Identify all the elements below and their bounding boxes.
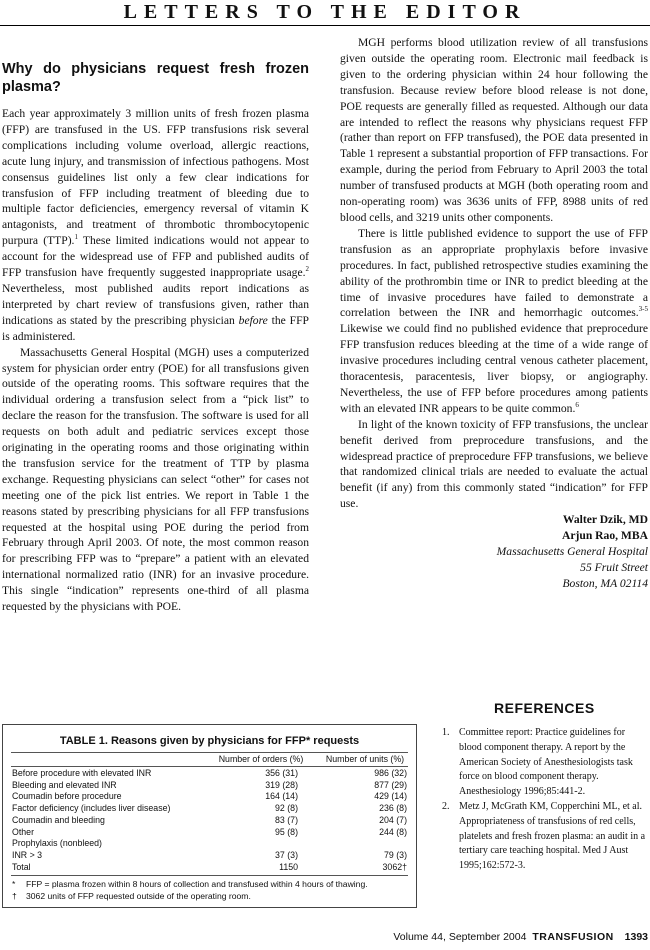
row-label: Total bbox=[12, 861, 31, 872]
p1-emphasis: before bbox=[238, 313, 268, 327]
table-row bbox=[12, 838, 409, 850]
row-label: Coumadin and bleeding bbox=[12, 814, 105, 825]
table-bottom-rule bbox=[11, 875, 408, 876]
references-list bbox=[442, 726, 650, 874]
table-row bbox=[12, 862, 409, 874]
table-row bbox=[12, 780, 409, 792]
table-footnote-2 bbox=[12, 890, 412, 902]
paragraph-3: MGH performs blood utilization review of all transfusions given outside the operating room. Electronic mail feedback is given to the ordering physician within 24 hour following the transfusion. Because review before blood release is not done, POE requests are generally filled as requested. Although our data are intended to reflect the reasons why physicians request FFP (rather than report on FFP transfused), the POE data presented in Table 1 represent a substantial proportion of FFP transactions. For example, during the period from February to April 2003 the total number of transfused products at MGH (both operating room and non-operating room) was 3636 units of FFP, 8988 units of red blood cells, and 3219 units other components. bbox=[340, 36, 648, 224]
row-label: Before procedure with elevated INR bbox=[12, 768, 152, 778]
table-top-rule bbox=[11, 752, 408, 753]
orders-cell: 164 (14) bbox=[265, 791, 298, 802]
right-column bbox=[340, 35, 648, 592]
row-label: Coumadin before procedure bbox=[12, 791, 122, 802]
p1-text-a: Each year approximately 3 million units of fresh frozen plasma (FFP) are transfused in the US. FFP transfusions risk several complications including volume overload, allergic reactions, acute lung injury, and transmission of infectious pathogens. Most consensus guidelines list only a few clear indications for transfusion of FFP including treatment of bleeding due to multiple factor deficiencies, emergency reversal of vitamin K antagonists, and treatment of thrombotic thrombocytopenic purpura (TTP). bbox=[2, 107, 309, 248]
table-title: TABLE 1. Reasons given by physicians for FFP* requests bbox=[59, 735, 360, 747]
footnote-mark: † bbox=[12, 891, 17, 901]
reference-item bbox=[442, 726, 650, 800]
p1-text-c: Nevertheless, most published audits report indications as interpreted by chart review of transfusions given, rather than indications as stated by the prescribing physician bbox=[2, 281, 309, 327]
page-number: 1393 bbox=[624, 931, 648, 943]
author-1: Walter Dzik, MD bbox=[562, 513, 648, 527]
units-cell: 877 (29) bbox=[374, 779, 407, 790]
table-header-row bbox=[12, 754, 409, 766]
table-header-rule bbox=[11, 766, 408, 767]
table-row bbox=[12, 815, 409, 827]
journal-name: TRANSFUSION bbox=[532, 931, 614, 943]
citation-1: 1 bbox=[74, 233, 78, 242]
orders-cell: 95 (8) bbox=[275, 826, 298, 837]
paragraph-1 bbox=[2, 106, 309, 345]
orders-cell: 356 (31) bbox=[265, 768, 298, 778]
p1-text-b: These limited indications would not appear to account for the widespread use of FFP and published audits of FFP transfusion have frequently suggested inappropriate usage. bbox=[2, 234, 309, 280]
footnote-text: FFP = plasma frozen within 8 hours of collection and transfused within 4 hours of thawing. bbox=[26, 879, 368, 889]
city-address: Boston, MA 02114 bbox=[562, 576, 648, 590]
orders-cell: 319 (28) bbox=[265, 779, 298, 790]
row-label: Other bbox=[12, 826, 35, 837]
references-heading: REFERENCES bbox=[494, 700, 595, 716]
table-1 bbox=[2, 724, 417, 908]
paragraph-2: Massachusetts General Hospital (MGH) uses a computerized system for physician order entry (POE) for all transfusions given outside of the operating rooms. This software requires that the individual ordering a transfusion select from a “pick list” to declare the reason for the transfusion. The software is used for all requests on both adult and pediatric services except those originating in the operating rooms and those originating within the transfusion service for the treatment of TTP by plasma exchange. Requesting physicians can select “other” for cases not meeting one of the pick list entries. We report in Table 1 the reasons stated by prescribing physicians for all FFP transfusions requested at the hospital using POE during the period from February through April 2003. Of note, the most common reason for prescribing FFP was to “prepare” a patient with an elevated international normalized ratio (INR) for an invasive procedure. This single “indication” represents one-third of all plasma requested by the physicians with POE. bbox=[2, 345, 309, 614]
reference-number: 1. bbox=[442, 727, 450, 738]
units-cell: 204 (7) bbox=[379, 814, 407, 825]
reference-text: Metz J, McGrath KM, Copperchini ML, et al. Appropriateness of transfusions of red cells, platelets and fresh frozen plasma: an audit in a tertiary care teaching hospital. Med J Aust 1995;162:572-3. bbox=[459, 800, 646, 872]
left-column bbox=[2, 60, 309, 615]
table-row bbox=[12, 768, 409, 780]
p4-text-a: There is little published evidence to support the use of FFP transfusion as an appropriate prophylaxis before invasive procedures. In fact, published retrospective studies examining the ability of the prothrombin time or INR to predict bleeding at the time of invasive procedures have failed to demonstrate a correlation between the INR and hemorrhagic outcomes. bbox=[340, 226, 648, 320]
citation-2: 2 bbox=[305, 265, 309, 274]
table-footnote-1 bbox=[12, 878, 412, 890]
units-column-header: Number of units (%) bbox=[325, 754, 405, 764]
table-row bbox=[12, 850, 409, 862]
orders-cell: 92 (8) bbox=[275, 803, 298, 814]
footnote-text: 3062 units of FFP requested outside of the operating room. bbox=[26, 891, 251, 901]
citation-6: 6 bbox=[575, 400, 579, 409]
units-cell: 244 (8) bbox=[379, 826, 407, 837]
units-cell: 3062† bbox=[382, 861, 407, 872]
reference-item bbox=[442, 800, 650, 874]
affiliation: Massachusetts General Hospital bbox=[496, 545, 648, 558]
page-footer bbox=[393, 931, 648, 943]
orders-column-header: Number of orders (%) bbox=[218, 754, 304, 764]
citation-3-5: 3-5 bbox=[638, 305, 648, 314]
table-row bbox=[12, 803, 409, 815]
row-label: Factor deficiency (includes liver disease) bbox=[12, 803, 171, 814]
table-row bbox=[12, 791, 409, 803]
p1-text-d: the FFP is administered. bbox=[2, 313, 309, 343]
footnote-mark: * bbox=[12, 879, 16, 889]
orders-cell: 37 (3) bbox=[275, 849, 298, 860]
units-cell: 429 (14) bbox=[374, 791, 407, 802]
article-title: Why do physicians request fresh frozen plasma? bbox=[2, 61, 309, 95]
author-2: Arjun Rao, MBA bbox=[562, 529, 648, 543]
row-label: Bleeding and elevated INR bbox=[12, 779, 117, 790]
p4-text-b: Likewise we could find no published evidence that preprocedure FFP transfusion reduces bleeding at the time of a wide range of invasive procedures including central venous catheter placement, thoracentesis, paracentesis, liver biopsy, or angiography. Nevertheless, the use of FFP before procedures among patients with an elevated INR appears to be quite common. bbox=[340, 322, 648, 415]
units-cell: 79 (3) bbox=[384, 849, 407, 860]
reference-number: 2. bbox=[442, 800, 450, 812]
paragraph-5: In light of the known toxicity of FFP transfusions, the unclear benefit derived from preprocedure transfusions, and the widespread practice of preprocedure FFP transfusions, we believe that randomized clinical trials are needed to evaluate the actual benefit (if any) from this commonly stated “indication” for FFP use. bbox=[340, 417, 648, 511]
row-label: INR > 3 bbox=[12, 849, 43, 860]
orders-cell: 83 (7) bbox=[275, 814, 298, 825]
reference-text: Committee report: Practice guidelines for blood component therapy. A report by the American Society of Anesthesiologists task force on blood component therapy. Anesthesiology 1996;85:441-2. bbox=[459, 727, 633, 798]
signature-block bbox=[340, 512, 648, 592]
street-address: 55 Fruit Street bbox=[580, 560, 648, 574]
orders-cell: 1150 bbox=[279, 861, 298, 872]
page-header bbox=[0, 0, 650, 28]
units-cell: 236 (8) bbox=[379, 803, 407, 814]
volume-info: Volume 44, September 2004 bbox=[393, 931, 527, 943]
paragraph-4 bbox=[340, 226, 648, 417]
section-title: LETTERS TO THE EDITOR bbox=[123, 1, 527, 23]
row-label: Prophylaxis (nonbleed) bbox=[12, 838, 102, 849]
header-rule bbox=[0, 25, 650, 26]
units-cell: 986 (32) bbox=[374, 768, 407, 778]
table-row bbox=[12, 827, 409, 839]
